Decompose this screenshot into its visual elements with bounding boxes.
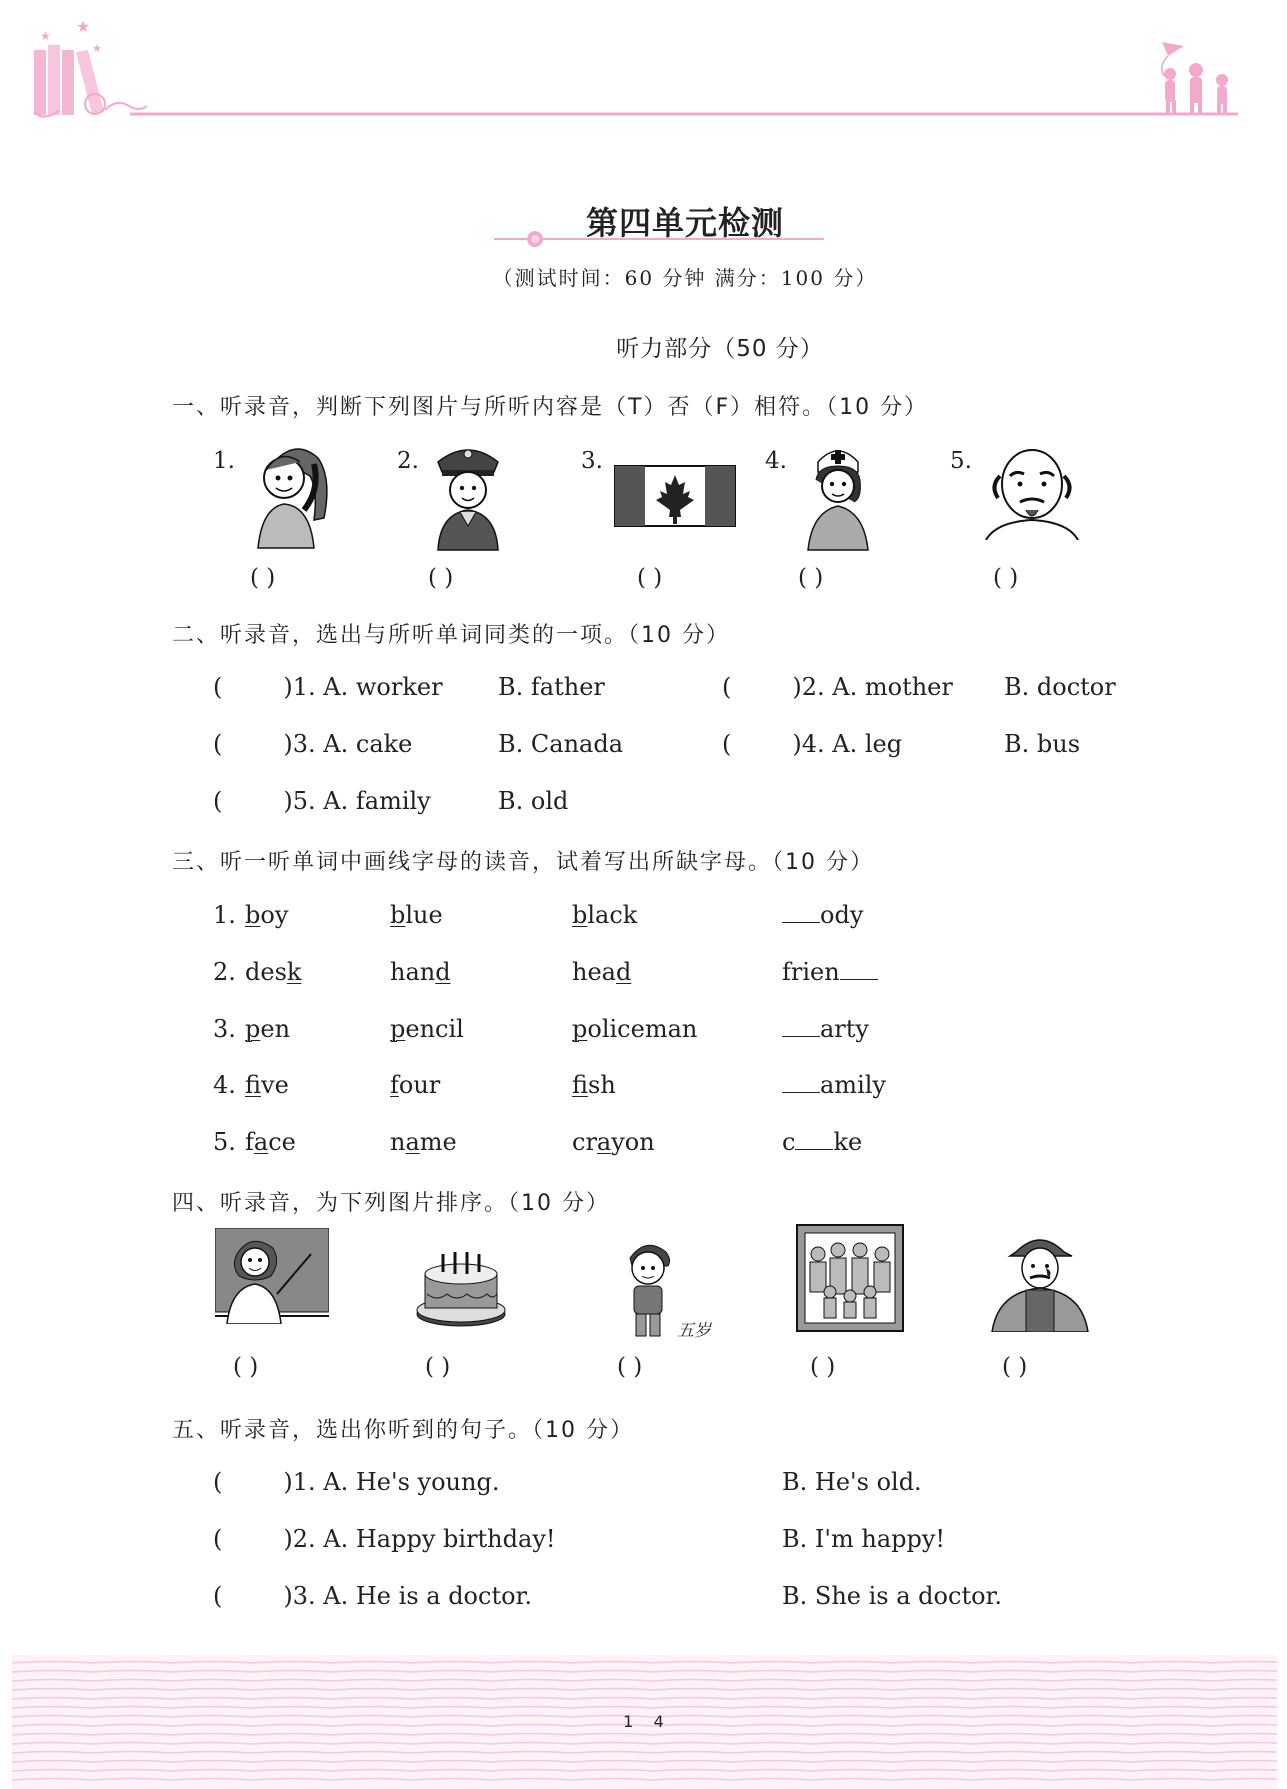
- phonics-word: pencil: [390, 1015, 464, 1043]
- row-number: 5.: [213, 1128, 236, 1156]
- choice-question: ( )2. A. mother: [722, 673, 953, 701]
- fill-in-word[interactable]: ody: [782, 901, 863, 929]
- section5-heading: 五、听录音，选出你听到的句子。（10 分）: [172, 1418, 634, 1443]
- phonics-word: blue: [390, 901, 443, 929]
- choice-question: ( )3. A. He is a doctor.: [213, 1582, 533, 1610]
- answer-blank[interactable]: ( ): [233, 1354, 259, 1380]
- letter-blank[interactable]: [782, 902, 820, 923]
- policeman-icon: [432, 440, 504, 552]
- phonics-word: face: [245, 1128, 296, 1156]
- fill-in-word[interactable]: c ke: [782, 1128, 863, 1156]
- canada-flag-icon: [614, 465, 736, 527]
- underlined-letter: a: [253, 1128, 269, 1156]
- item-number: 4.: [765, 448, 787, 474]
- phonics-word: boy: [245, 901, 289, 929]
- test-info: （测试时间：60 分钟 满分：100 分）: [492, 266, 878, 290]
- phonics-word: policeman: [572, 1015, 698, 1043]
- option-b[interactable]: B. old: [498, 787, 569, 815]
- phonics-word: fish: [572, 1071, 616, 1099]
- old-man-icon: [984, 440, 1080, 540]
- header-decoration: [0, 0, 1287, 140]
- underlined-letter: f: [572, 1071, 589, 1099]
- option-b[interactable]: B. father: [498, 673, 605, 701]
- underlined-letter: d: [435, 958, 451, 986]
- underlined-letter: b: [572, 901, 588, 929]
- section3-heading: 三、听一听单词中画线字母的读音，试着写出所缺字母。（10 分）: [172, 850, 874, 875]
- letter-blank[interactable]: [795, 1129, 833, 1150]
- option-b[interactable]: B. Canada: [498, 730, 624, 758]
- choice-question: ( )5. A. family: [213, 787, 431, 815]
- underlined-letter: b: [390, 901, 406, 929]
- answer-blank[interactable]: ( ): [428, 565, 454, 591]
- choice-question: ( )2. A. Happy birthday!: [213, 1525, 556, 1553]
- children-kite-icon: [1162, 42, 1228, 114]
- underlined-letter: f: [390, 1071, 399, 1099]
- underlined-letter: k: [286, 958, 302, 986]
- listening-part-heading: 听力部分（50 分）: [616, 336, 824, 362]
- boy-five-years-icon: [620, 1238, 678, 1338]
- row-number: 4.: [213, 1071, 236, 1099]
- underlined-letter: p: [390, 1015, 406, 1043]
- option-b[interactable]: B. He's old.: [782, 1468, 922, 1496]
- nurse-icon: [804, 440, 872, 552]
- family-photo-icon: [796, 1224, 904, 1332]
- option-b[interactable]: B. doctor: [1004, 673, 1116, 701]
- answer-blank[interactable]: ( ): [637, 565, 663, 591]
- underlined-letter: f: [245, 1071, 262, 1099]
- underlined-letter: d: [615, 958, 632, 986]
- underlined-letter: b: [245, 901, 261, 929]
- row-number: 1.: [213, 901, 236, 929]
- fill-in-word[interactable]: arty: [782, 1015, 869, 1043]
- option-b[interactable]: B. She is a doctor.: [782, 1582, 1002, 1610]
- choice-question: ( )4. A. leg: [722, 730, 903, 758]
- answer-blank[interactable]: ( ): [617, 1354, 643, 1380]
- teacher-icon: [215, 1228, 329, 1324]
- phonics-word: black: [572, 901, 638, 929]
- letter-blank[interactable]: [782, 1016, 820, 1037]
- page-number: 1 4: [623, 1712, 664, 1731]
- row-number: 3.: [213, 1015, 236, 1043]
- answer-blank[interactable]: ( ): [798, 565, 824, 591]
- letter-blank[interactable]: [840, 959, 878, 980]
- birthday-cake-icon: [415, 1244, 507, 1328]
- section4-heading: 四、听录音，为下列图片排序。（10 分）: [172, 1191, 610, 1216]
- choice-question: ( )1. A. worker: [213, 673, 443, 701]
- phonics-word: name: [390, 1128, 457, 1156]
- title-underline: [494, 228, 824, 250]
- phonics-word: four: [390, 1071, 441, 1099]
- svg-text:★: ★: [40, 29, 51, 43]
- svg-text:★: ★: [92, 42, 102, 55]
- answer-blank[interactable]: ( ): [1002, 1354, 1028, 1380]
- girl-icon: [248, 440, 328, 552]
- phonics-word: head: [572, 958, 632, 986]
- age-label: 五岁: [677, 1321, 711, 1341]
- underlined-letter: a: [596, 1128, 612, 1156]
- worker-icon: [990, 1228, 1090, 1332]
- fill-in-word[interactable]: frien: [782, 958, 878, 986]
- option-b[interactable]: B. bus: [1004, 730, 1081, 758]
- item-number: 3.: [581, 448, 603, 474]
- phonics-word: crayon: [572, 1128, 655, 1156]
- phonics-word: pen: [245, 1015, 291, 1043]
- page-title: 第四单元检测: [585, 204, 784, 242]
- answer-blank[interactable]: ( ): [810, 1354, 836, 1380]
- phonics-word: five: [245, 1071, 289, 1099]
- answer-blank[interactable]: ( ): [425, 1354, 451, 1380]
- letter-blank[interactable]: [782, 1072, 820, 1093]
- choice-question: ( )1. A. He's young.: [213, 1468, 500, 1496]
- choice-question: ( )3. A. cake: [213, 730, 413, 758]
- svg-text:★: ★: [76, 17, 91, 36]
- answer-blank[interactable]: ( ): [993, 565, 1019, 591]
- row-number: 2.: [213, 958, 236, 986]
- underlined-letter: p: [572, 1015, 588, 1043]
- fill-in-word[interactable]: amily: [782, 1071, 886, 1099]
- phonics-word: hand: [390, 958, 451, 986]
- item-number: 2.: [397, 448, 419, 474]
- books-logo-icon: [34, 17, 147, 117]
- section2-heading: 二、听录音，选出与所听单词同类的一项。（10 分）: [172, 623, 730, 648]
- underlined-letter: p: [245, 1015, 261, 1043]
- item-number: 5.: [950, 448, 972, 474]
- phonics-word: desk: [245, 958, 302, 986]
- option-b[interactable]: B. I'm happy!: [782, 1525, 946, 1553]
- underlined-letter: a: [405, 1128, 420, 1156]
- answer-blank[interactable]: ( ): [250, 565, 276, 591]
- item-number: 1.: [213, 448, 235, 474]
- section1-heading: 一、听录音，判断下列图片与所听内容是（T）否（F）相符。（10 分）: [172, 395, 929, 420]
